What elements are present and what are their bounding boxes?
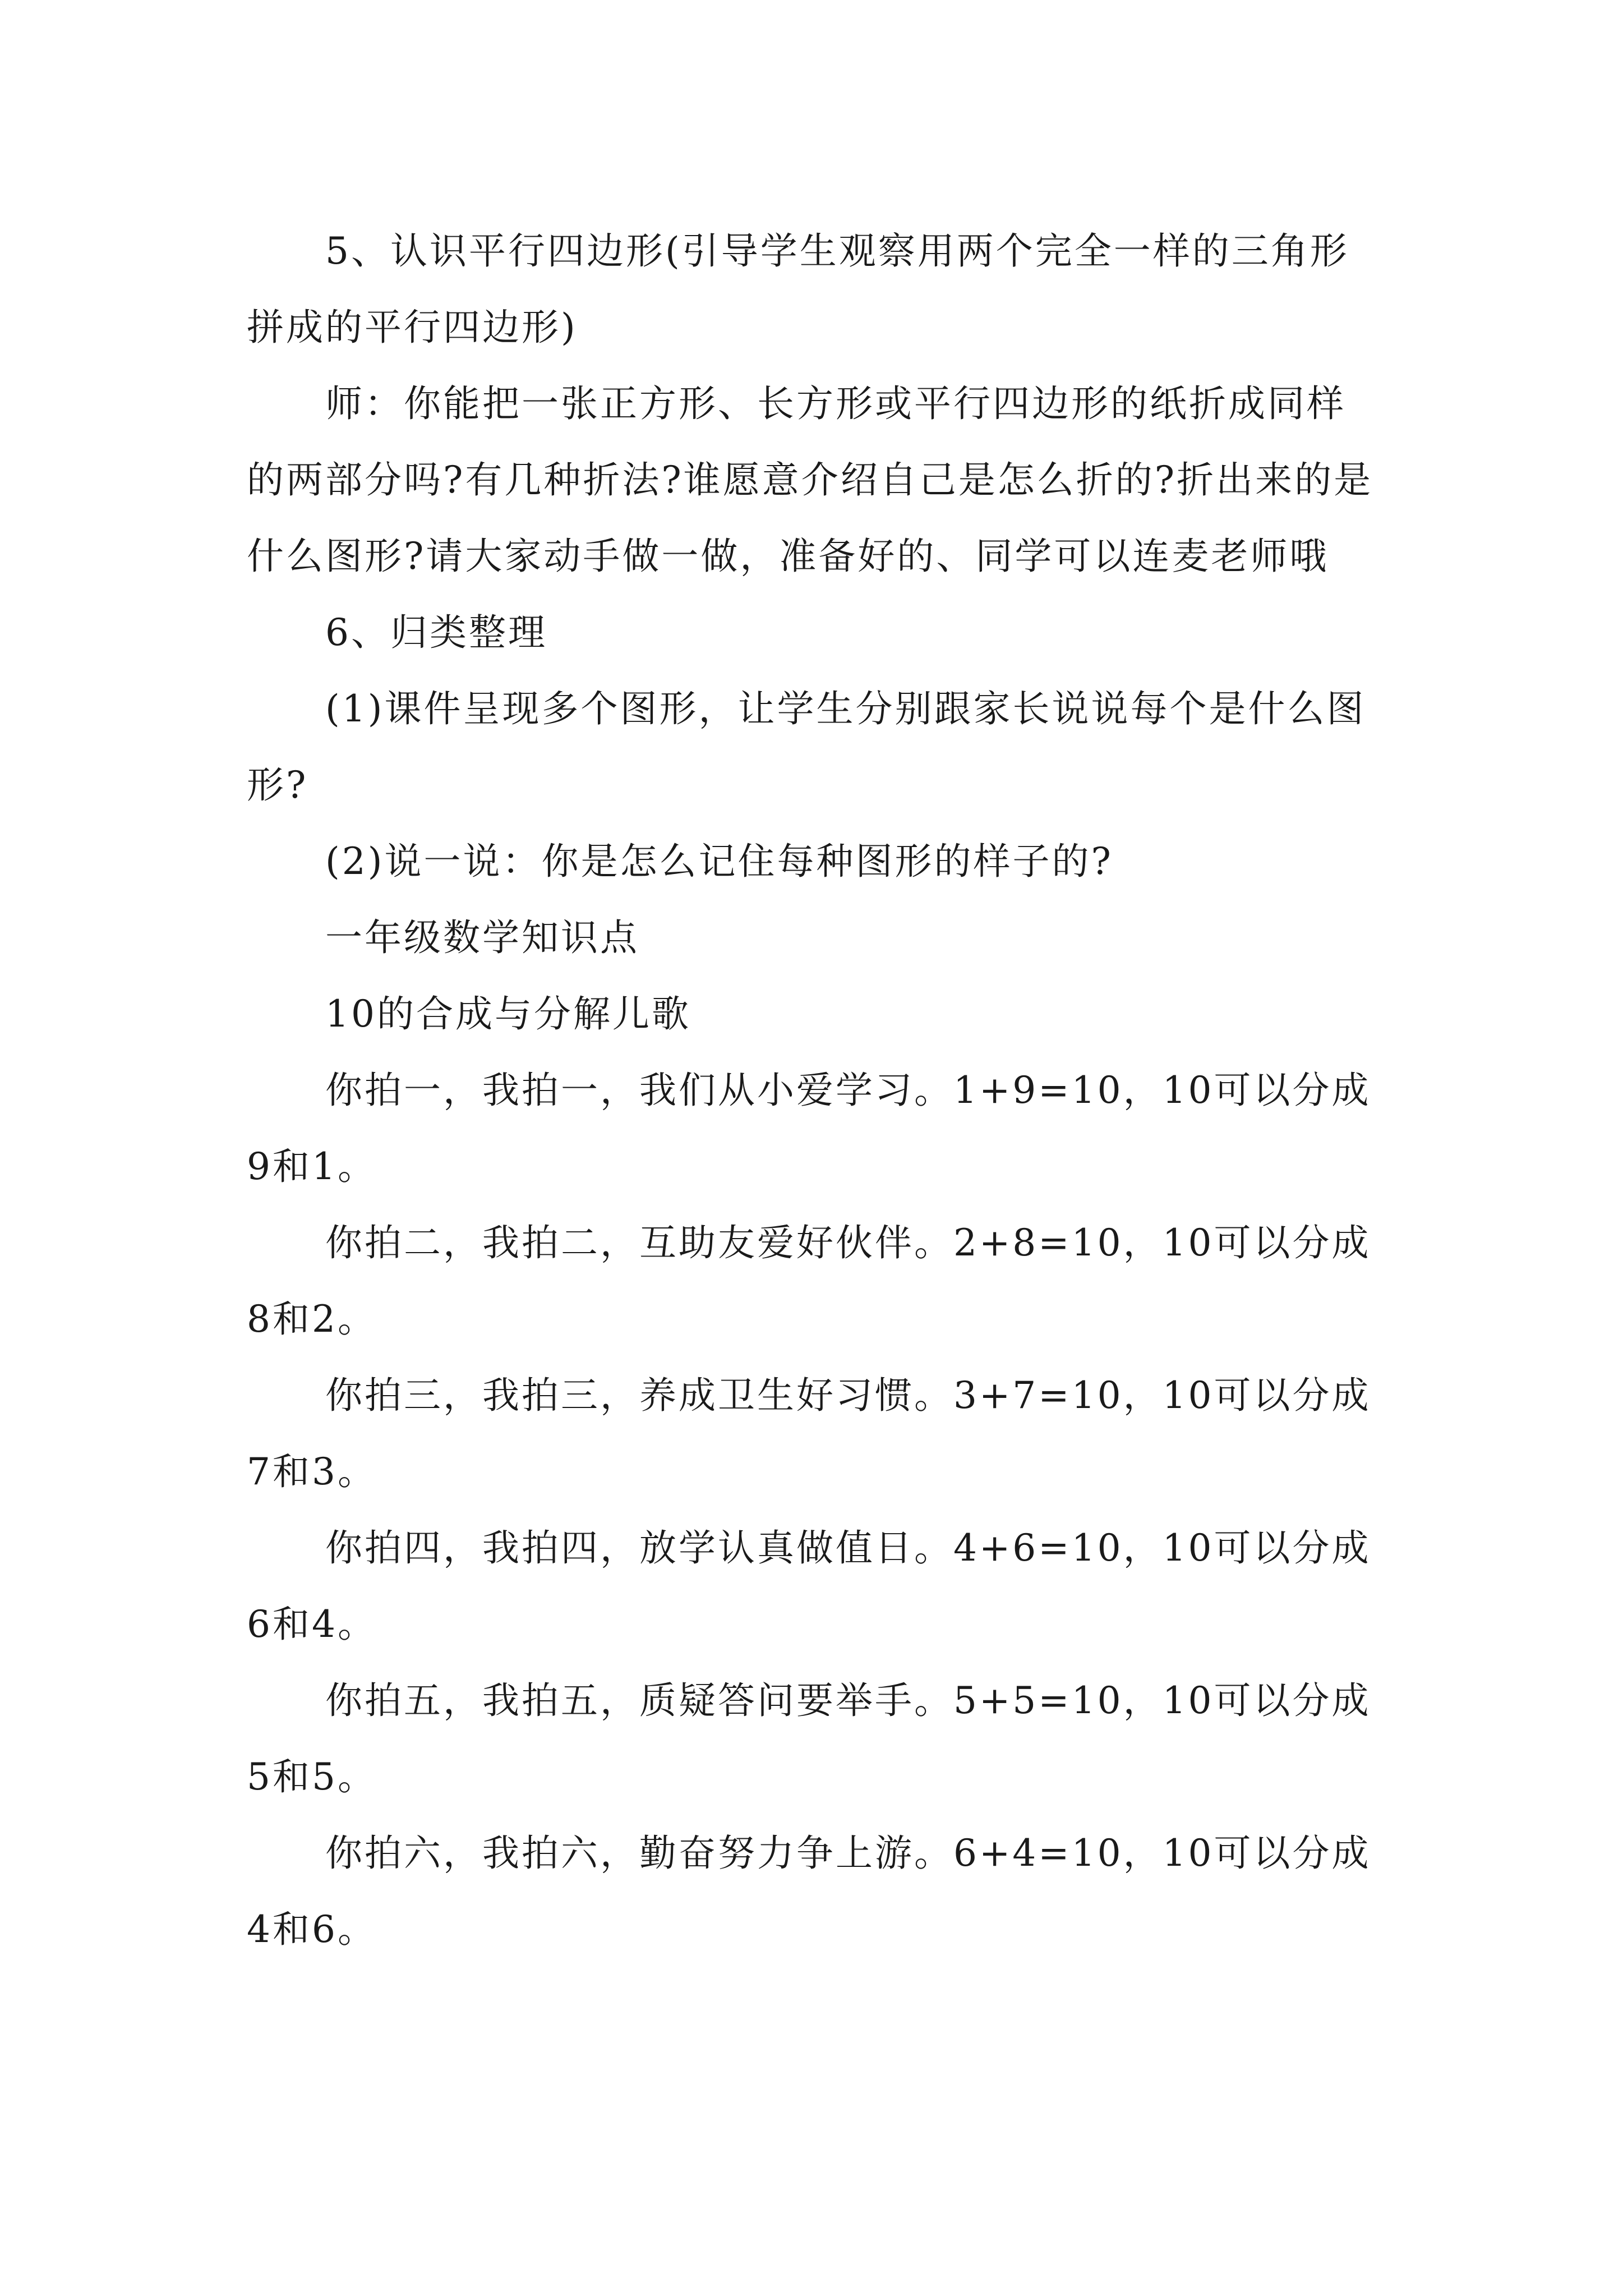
paragraph-classify-step-2: (2)说一说：你是怎么记住每种图形的样子的? <box>325 840 1113 883</box>
song-verse-5: 你拍五，我拍五，质疑答问要举手。5+5=10，10可以分成5和5。 <box>247 1679 1371 1798</box>
paragraph-classify-heading: 6、归类整理 <box>325 611 547 654</box>
paragraph-teacher-question: 师：你能把一张正方形、长方形或平行四边形的纸折成同样的两部分吗?有几种折法?谁愿意介绍自己是怎么折的?折出来的是什么图形?请大家动手做一做，准备好的、同学可以连麦老师哦 <box>247 382 1373 578</box>
section-heading-knowledge: 一年级数学知识点 <box>325 916 639 959</box>
song-verse-4: 你拍四，我拍四，放学认真做值日。4+6=10，10可以分成6和4。 <box>247 1526 1371 1646</box>
document-body <box>247 213 1380 1968</box>
song-verse-3: 你拍三，我拍三，养成卫生好习惯。3+7=10，10可以分成7和3。 <box>247 1374 1371 1493</box>
song-verse-2: 你拍二，我拍二，互助友爱好伙伴。2+8=10，10可以分成8和2。 <box>247 1221 1371 1341</box>
song-verse-1: 你拍一，我拍一，我们从小爱学习。1+9=10，10可以分成9和1。 <box>247 1069 1371 1188</box>
section-heading-song: 10的合成与分解儿歌 <box>325 992 691 1036</box>
paragraph-classify-step-1: (1)课件呈现多个图形，让学生分别跟家长说说每个是什么图形? <box>247 687 1366 807</box>
paragraph-parallelogram: 5、认识平行四边形(引导学生观察用两个完全一样的三角形拼成的平行四边形) <box>247 229 1349 349</box>
song-verse-6: 你拍六，我拍六，勤奋努力争上游。6+4=10，10可以分成4和6。 <box>247 1832 1371 1951</box>
